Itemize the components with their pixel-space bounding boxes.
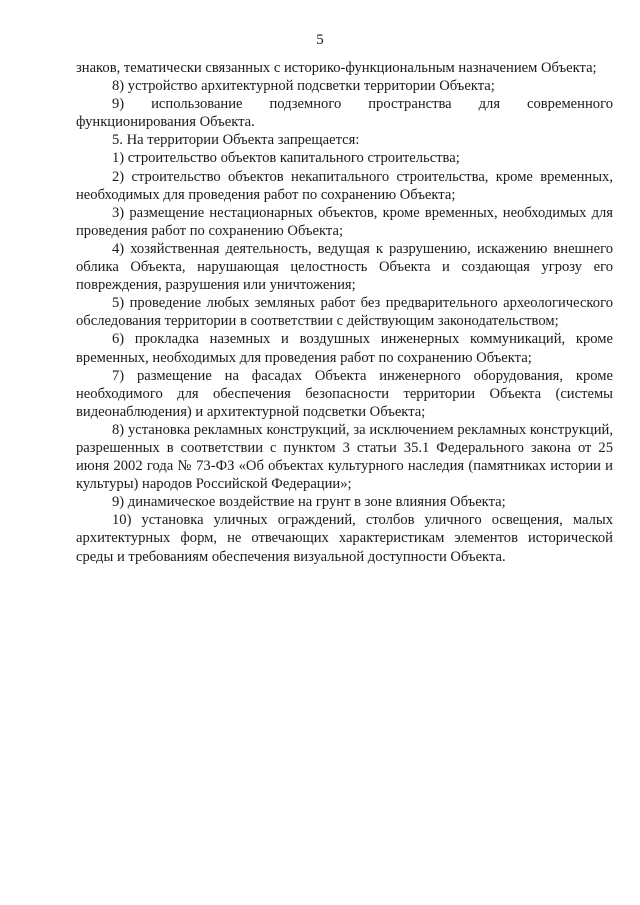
prohibited-item-4: 4) хозяйственная деятельность, ведущая к разрушению, искажению внешнего облика Объекта, нарушающая целостность Объекта и создающая угрозу его повреждения, разрушения или уничтожения; xyxy=(76,240,613,294)
section-5-heading: 5. На территории Объекта запрещается: xyxy=(112,132,360,149)
prohibited-item-8: 8) установка рекламных конструкций, за исключением рекламных конструкций, разрешенных в соответствии с пунктом 3 статьи 35.1 Федерального закона от 25 июня 2002 года № 73-ФЗ «Об объектах культурного наследия (памятниках истории и культуры) народов Российской Федерации»; xyxy=(76,421,613,493)
prohibited-item-2: 2) строительство объектов некапитального строительства, кроме временных, необходимых для проведения работ по сохранению Объекта; xyxy=(76,168,613,203)
prohibited-item-7: 7) размещение на фасадах Объекта инженерного оборудования, кроме необходимого для обеспечения безопасности территории Объекта (системы видеонаблюдения) и архитектурной подсветки Объекта; xyxy=(76,367,613,420)
prohibited-item-3: 3) размещение нестационарных объектов, кроме временных, необходимых для проведения работ по сохранению Объекта; xyxy=(76,204,613,239)
prohibited-item-5: 5) проведение любых земляных работ без предварительного археологического обследования территории в соответствии с действующим законодательством; xyxy=(76,295,613,330)
list-item-8-lighting: 8) устройство архитектурной подсветки территории Объекта; xyxy=(112,78,495,95)
paragraph-continuation: знаков, тематически связанных с историко-функциональным назначением Объекта; xyxy=(76,60,597,76)
prohibited-item-9: 9) динамическое воздействие на грунт в зоне влияния Объекта; xyxy=(112,494,506,511)
prohibited-item-1: 1) строительство объектов капитального строительства; xyxy=(112,150,460,167)
document-body xyxy=(76,59,613,566)
prohibited-item-6: 6) прокладка наземных и воздушных инженерных коммуникаций, кроме временных, необходимых для проведения работ по сохранению Объекта; xyxy=(76,331,613,366)
page-number: 5 xyxy=(316,32,324,48)
list-item-9-underground: 9) использование подземного пространства для современного функционирования Объекта. xyxy=(76,96,613,131)
prohibited-item-10: 10) установка уличных ограждений, столбов уличного освещения, малых архитектурных форм, не отвечающих характеристикам элементов исторической среды и требованиям обеспечения визуальной доступности Объекта. xyxy=(76,512,613,565)
